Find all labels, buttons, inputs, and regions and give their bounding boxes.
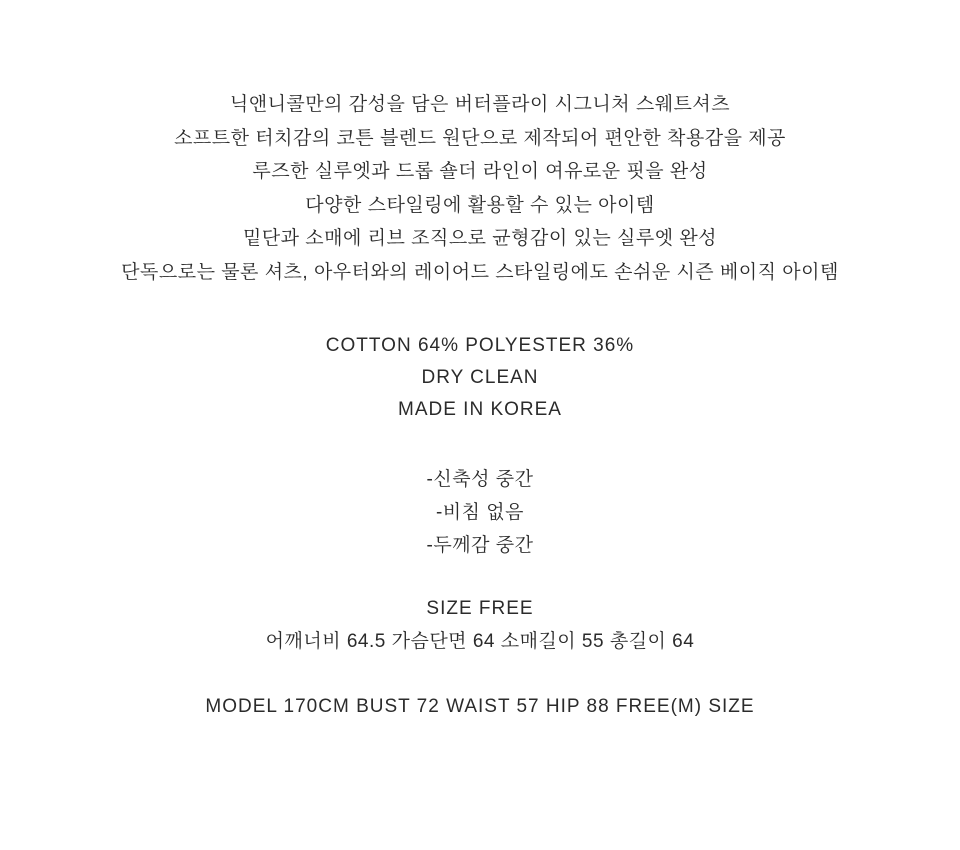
product-intro-section [0, 0, 960, 289]
country-of-origin: MADE IN KOREA [398, 399, 562, 420]
care-instruction: DRY CLEAN [421, 367, 539, 388]
fabric-info-section [0, 330, 960, 426]
intro-line-4: 다양한 스타일링에 활용할 수 있는 아이템 [305, 194, 655, 216]
intro-line-2: 소프트한 터치감의 코튼 블렌드 원단으로 제작되어 편안한 착용감을 제공 [174, 127, 786, 149]
intro-line-3: 루즈한 실루엣과 드롭 숄더 라인이 여유로운 핏을 완성 [252, 161, 708, 182]
size-info-section [0, 592, 960, 658]
property-stretch: -신축성 중간 [426, 469, 534, 490]
size-measurements: 어깨너비 64.5 가슴단면 64 소매길이 55 총길이 64 [265, 631, 695, 652]
fabric-composition: COTTON 64% POLYESTER 36% [325, 335, 635, 356]
size-title: SIZE FREE [426, 598, 534, 619]
property-thickness: -두께감 중간 [426, 535, 534, 556]
property-sheerness: -비침 없음 [435, 502, 525, 523]
model-info-section [0, 690, 960, 723]
intro-line-5: 밑단과 소매에 리브 조직으로 균형감이 있는 실루엣 완성 [242, 228, 718, 249]
model-measurements: MODEL 170CM BUST 72 WAIST 57 HIP 88 FREE(M) SIZE [205, 696, 755, 717]
intro-line-6: 단독으로는 물론 셔츠, 아우터와의 레이어드 스타일링에도 손쉬운 시즌 베이직 아이템 [121, 261, 839, 283]
intro-line-1: 닉앤니콜만의 감성을 담은 버터플라이 시그니처 스웨트셔츠 [229, 94, 731, 115]
fabric-properties-section [0, 463, 960, 562]
